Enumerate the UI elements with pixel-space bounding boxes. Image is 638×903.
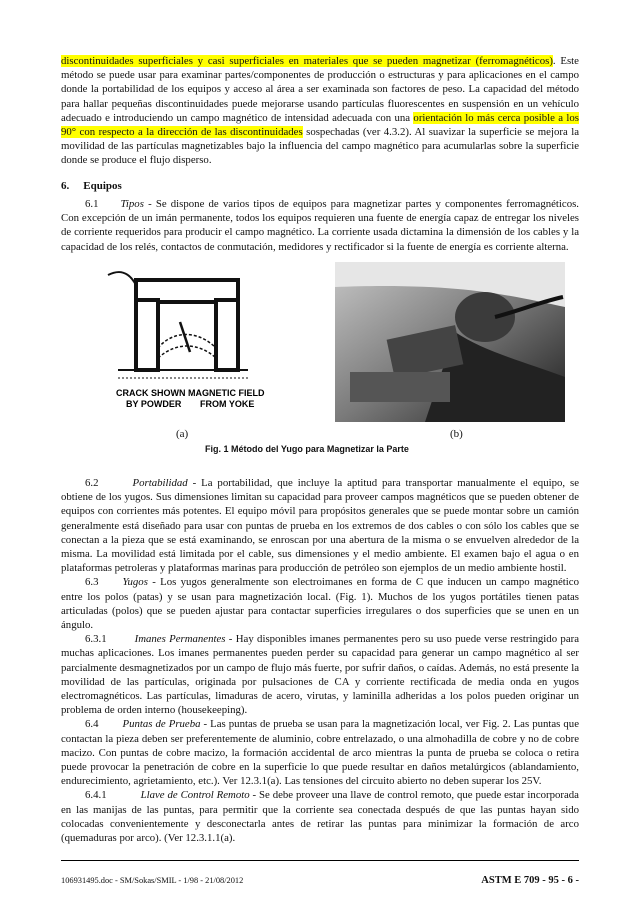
- s63-number: 6.3: [85, 576, 99, 589]
- s61-text: - Se dispone de varios tipos de equipos para magnetizar partes y componentes ferromagnéticos. Con excepción de un imán permanente, todos los equipos requieren una fuente de energía capaz de entregar los niveles de corriente requeridos para producir el campo magnético. La corriente usada dictamina la dimensión de los cables y la capacidad de los relés, contactos de conmutación, medidores y rectificador si la fuente de energía es corriente alterna.: [61, 198, 579, 253]
- highlight-1: discontinuidades superficiales y casi superficiales en materiales que se pueden magnetizar (ferromagnéticos): [61, 55, 553, 67]
- s61-term: Tipos: [120, 198, 144, 210]
- s641-term: Llave de Control Remoto: [140, 789, 250, 802]
- s63-term: Yugos: [122, 576, 148, 589]
- body-block: [61, 476, 579, 845]
- intro-paragraph: [61, 54, 579, 168]
- s62-term: Portabilidad: [132, 477, 188, 489]
- section-6-heading: [61, 180, 579, 192]
- section-6-title: Equipos: [83, 180, 122, 192]
- s641-text: - Se debe proveer una llave de control remoto, que puede estar incorporada en las manijas de las puntas, para permitir que la corriente sea conectada después de que las puntas hayan sido colocadas convenientemente y desconectarla antes de retirar las puntas para minimizar la formación de arco (quemaduras por arco). (Ver 12.3.1.1(a).: [61, 789, 579, 845]
- s631-term: Imanes Permanentes: [134, 633, 226, 646]
- yoke-photo: [335, 262, 565, 422]
- label-field-line-2: FROM YOKE: [200, 399, 255, 409]
- s641-number: 6.4.1: [85, 789, 107, 802]
- section-6: [61, 180, 579, 254]
- label-crack-line-2: BY POWDER: [126, 399, 182, 409]
- s62-number: 6.2: [85, 477, 99, 489]
- s641-paragraph: [61, 788, 579, 845]
- s62-text: - La portabilidad, que incluye la aptitud para transportar manualmente el equipo, se obtiene de los yugos. Sus dimensiones limitan su capacidad para proveer campos magnéticos que se pueden obtener de equipos con corrientes más potentes. El equipo móvil para propósitos generales que se puede montar sobre un camión generalmente está diseñado para usar con puntas de prueba en los extremos de dos cables o con sólo los cables que se conectan a la pieza que se está examinando, se enroscan por una abertura de la misma o se envuelven alrededor de la misma. La movilidad está limitada por el cable, sus dimensiones y el medio ambiente. El examen bajo el agua o en plataformas petroleras y plataformas marinas para producción de petróleo son ejemplos de un medio ambiente hostil.: [61, 477, 579, 575]
- s631-text: - Hay disponibles imanes permanentes pero su uso puede verse restringido para muchas aplicaciones. Los imanes permanentes pueden perder su capacidad para generar un campo magnético al ser parcialmente desmagnetizados por un campo de flujo más fuerte, por sufrir daños, o caídas. Además, no está presente la movilidad de las partículas, originada por pulsaciones de CA y corriente rectificada de media onda en yugos electromagnéticos. Las partículas, limaduras de acero, virutas, y laminilla adheridas a los polos pueden originar un problema de orden interno (housekeeping).: [61, 633, 579, 717]
- s62-paragraph: [61, 476, 579, 575]
- footer-file-info: 106931495.doc - SM/Sokas/SMIL - 1/98 - 21/08/2012: [61, 876, 244, 885]
- s631-number: 6.3.1: [85, 633, 107, 646]
- yoke-diagram: [98, 270, 268, 420]
- intro-text-1: . Este método se puede usar para examinar partes/componentes de producción o estructuras y para aplicaciones en el campo donde la portabilidad de los equipos y acceso al área a ser examinada son factores de peso. La capacidad del método para hallar pequeñas discontinuidades puede mejorarse usando partículas fluorescentes en suspensión en un vehículo adecuado e introduciendo un campo magnético de intensidad adecuada con una: [61, 55, 579, 124]
- sublabel-a: (a): [176, 428, 189, 440]
- s63-text: - Los yugos generalmente son electroimanes en forma de C que inducen un campo magnético entre los polos (patas) y se usan para magnetización local. (Fig. 1). Muchos de los yugos portátiles tienen patas articuladas (polos) que se pueden ajustar para contactar superficies irregulares o dos superficies que se unen en un ángulo.: [61, 576, 579, 632]
- sublabel-b: (b): [450, 428, 463, 440]
- label-crack-line-1: CRACK SHOWN: [116, 388, 186, 398]
- intro-block: [61, 54, 579, 168]
- figure-caption: Fig. 1 Método del Yugo para Magnetizar la Parte: [205, 444, 409, 454]
- s631-paragraph: [61, 632, 579, 717]
- s64-term: Puntas de Prueba: [122, 718, 201, 731]
- footer-page-ref: ASTM E 709 - 95 - 6 -: [481, 875, 579, 886]
- footer-rule: [61, 860, 579, 861]
- label-field-line-1: MAGNETIC FIELD: [188, 388, 265, 398]
- section-6-number: 6.: [61, 180, 70, 192]
- section-6-1-paragraph: [61, 197, 579, 254]
- s64-paragraph: [61, 717, 579, 788]
- s61-number: 6.1: [85, 198, 99, 210]
- intro-text-2: sospechadas (ver 4.3.2). Al suavizar la superficie se mejora la movilidad de las partículas magnetizables bajo la influencia del campo magnético para acumularlas sobre la superficie donde se produce el flujo disperso.: [61, 126, 579, 167]
- s64-text: - Las puntas de prueba se usan para la magnetización local, ver Fig. 2. Las puntas que contactan la pieza deben ser preferentemente de aluminio, cobre entrelazado, o una almohadilla de cobre y no de cobre macizo. Con puntas de cobre macizo, la formación accidental de arco mientras la punta de prueba se coloca o retira puede provocar la penetración de cobre en la superficie lo que puede resultar en daños metalúrgicos (ablandamiento, endurecimiento, agrietamiento, etc.). Ver 12.3.1(a). Las tensiones del circuito abierto no deben superar los 25V.: [61, 718, 579, 788]
- s63-paragraph: [61, 575, 579, 632]
- highlight-2: orientación lo más cerca posible a los 90° con respecto a la dirección de las discontinuidades: [61, 111, 579, 139]
- s64-number: 6.4: [85, 718, 99, 731]
- page-footer: [61, 876, 579, 890]
